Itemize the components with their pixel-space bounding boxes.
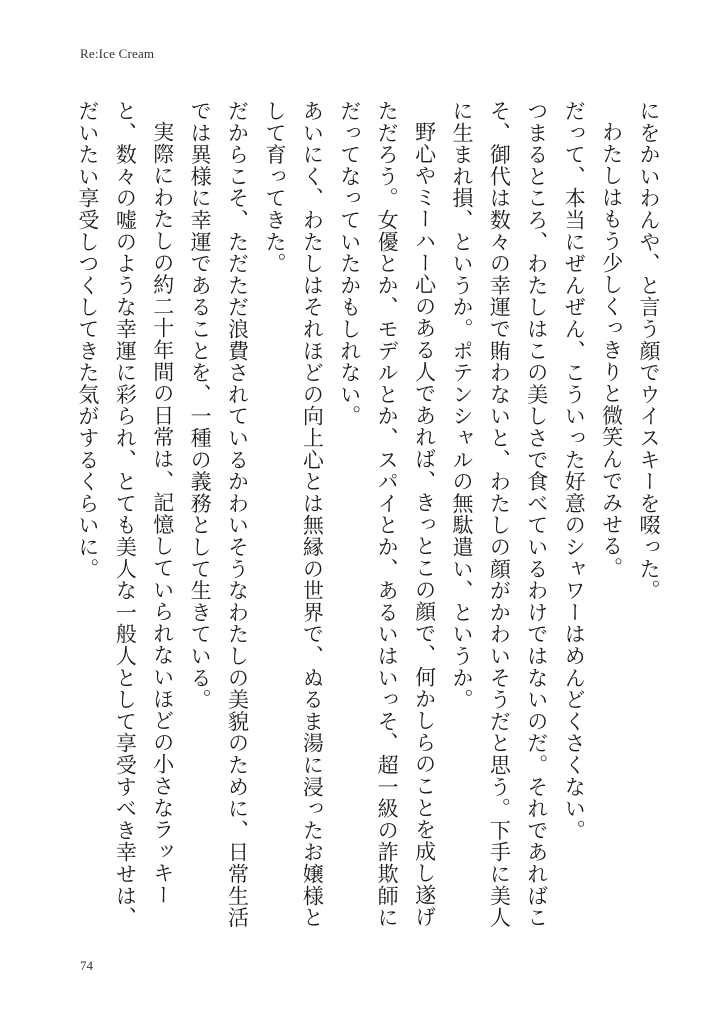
running-head: Re:Ice Cream (80, 46, 155, 61)
paragraph-6: あいにく、わたしはそれほどの向上心とは無縁の世界で、ぬるま湯に浸ったお嬢様として育ってきた。 (262, 100, 325, 929)
paragraph-2: わたしはもう少しくっきりと微笑んでみせる。 (599, 121, 624, 579)
paragraph-5: 野心やミーハー心のある人であれば、きっとこの顔で、何かしらのことを成し遂げただろう。女優とか、モデルとか、スパイとか、あるいはいっそ、超一級の詐欺師にだってなっていたかもしれない。 (337, 100, 437, 929)
body-text (75, 100, 667, 940)
paragraph-8: 実際にわたしの約二十年間の日常は、記憶していられないほどの小さなラッキーと、数々の嘘のような幸運に彩られ、とても美人な一般人として享受すべき幸せは、だいたい享受しつくしてきた気がするくらいに。 (75, 100, 175, 929)
page-number: 74 (80, 958, 93, 973)
paragraph-7: だからこそ、ただただ浪費されているかわいそうなわたしの美貌のために、日常生活では異様に幸運であることを、一種の義務として生きている。 (188, 100, 250, 929)
paragraph-3: だって、本当にぜんぜん、こういった好意のシャワーはめんどくさくない。 (562, 100, 587, 842)
paragraph-1: にをかいわんや、と言う顔でウイスキーを啜った。 (637, 100, 661, 602)
paragraph-4: つまるところ、わたしはこの美しさで食べているわけではないのだ。それであればこそ、御代は数々の幸運で賄わないと、わたしの顔がかわいそうだと思う。下手に美人に生まれ損、というか。ポテンシャルの無駄遣い、というか。 (449, 100, 549, 929)
